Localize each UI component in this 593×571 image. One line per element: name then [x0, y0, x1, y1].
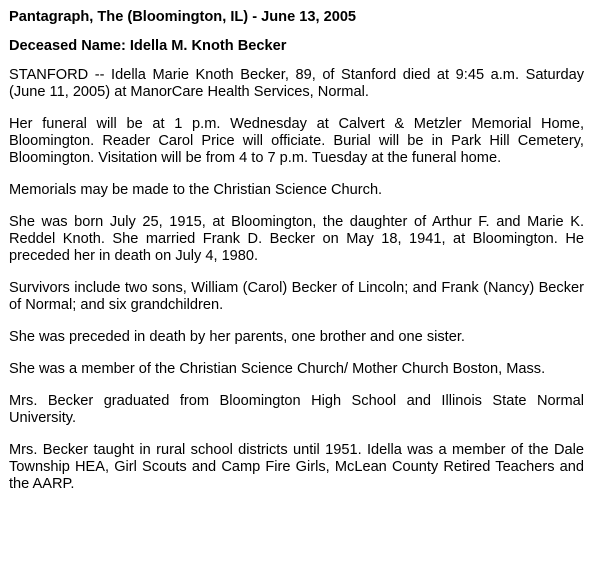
paragraph-education: Mrs. Becker graduated from Bloomington High School and Illinois State Normal University.	[9, 393, 584, 426]
paragraph-church: She was a member of the Christian Science Church/ Mother Church Boston, Mass.	[9, 361, 546, 377]
paragraph-memorials: Memorials may be made to the Christian Science Church.	[9, 182, 383, 198]
paragraph-survivors: Survivors include two sons, William (Carol) Becker of Lincoln; and Frank (Nancy) Becker of Normal; and six grandchildren.	[9, 280, 584, 313]
deceased-name-heading: Deceased Name: Idella M. Knoth Becker	[9, 38, 287, 54]
paragraph-funeral: Her funeral will be at 1 p.m. Wednesday at Calvert & Metzler Memorial Home, Bloomington. Reader Carol Price will officiate. Burial will be in Park Hill Cemetery, Bloomington. Visitation will be from 4 to 7 p.m. Tuesday at the funeral home.	[9, 116, 584, 166]
paragraph-death-notice: STANFORD -- Idella Marie Knoth Becker, 89, of Stanford died at 9:45 a.m. Saturday (June 11, 2005) at ManorCare Health Services, Normal.	[9, 67, 584, 100]
paragraph-teaching: Mrs. Becker taught in rural school districts until 1951. Idella was a member of the Dale Township HEA, Girl Scouts and Camp Fire Girls, McLean County Retired Teachers and the AARP.	[9, 442, 584, 492]
paragraph-preceded: She was preceded in death by her parents, one brother and one sister.	[9, 329, 465, 345]
source-heading: Pantagraph, The (Bloomington, IL) - June 13, 2005	[9, 9, 357, 25]
paragraph-birth-marriage: She was born July 25, 1915, at Bloomington, the daughter of Arthur F. and Marie K. Reddel Knoth. She married Frank D. Becker on May 18, 1941, at Bloomington. He preceded her in death on July 4, 1980.	[9, 214, 584, 264]
